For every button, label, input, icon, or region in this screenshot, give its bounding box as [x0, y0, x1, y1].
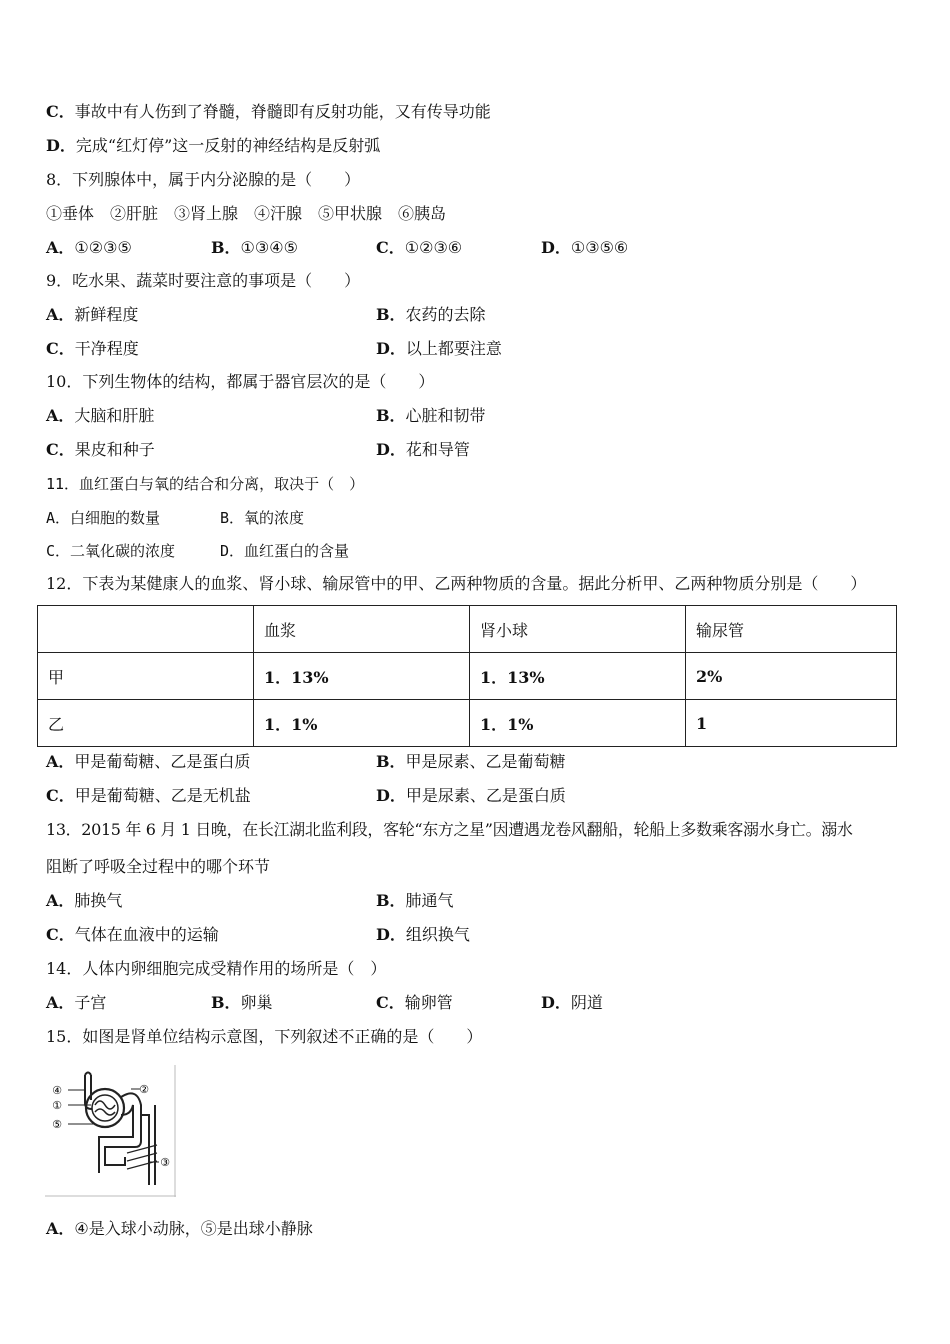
q12-option-d: D．甲是尿素、乙是蛋白质	[376, 786, 566, 805]
q13-stem-line1: 13．2015 年 6 月 1 日晚，在长江湖北监利段，客轮“东方之星”因遭遇龙卷风翻船，轮船上多数乘客溺水身亡。溺水	[46, 820, 853, 839]
q10-option-c: C．果皮和种子	[46, 440, 155, 459]
q9-option-d: D．以上都要注意	[376, 339, 502, 358]
q13-option-b: B．肺通气	[376, 891, 454, 910]
q9-option-a: A．新鲜程度	[46, 305, 139, 324]
table-cell: 1．13%	[470, 653, 686, 700]
q11-stem: 11．血红蛋白与氧的结合和分离，取决于（ ）	[46, 475, 365, 493]
q12-stem: 12．下表为某健康人的血浆、肾小球、输尿管中的甲、乙两种物质的含量。据此分析甲、乙两种物质分别是（ ）	[46, 574, 867, 593]
q10-option-b: B．心脏和韧带	[376, 406, 486, 425]
q9-option-b: B．农药的去除	[376, 305, 486, 324]
q11-option-d: D．血红蛋白的含量	[220, 542, 350, 560]
table-cell: 1	[686, 700, 897, 747]
q14-option-a: A．子宫	[46, 993, 107, 1012]
q15-stem: 15．如图是肾单位结构示意图，下列叙述不正确的是（ ）	[46, 1027, 483, 1046]
table-cell: 2%	[686, 653, 897, 700]
table-cell: 1．1%	[470, 700, 686, 747]
q11-option-c: C．二氧化碳的浓度	[46, 542, 176, 560]
q14-option-c: C．输卵管	[376, 993, 453, 1012]
q13-stem-line2: 阻断了呼吸全过程中的哪个环节	[46, 857, 271, 876]
figure-label: ②	[139, 1083, 149, 1096]
q11-option-b: B．氧的浓度	[220, 509, 305, 527]
q10-option-a: A．大脑和肝脏	[46, 406, 155, 425]
q8-stem: 8．下列腺体中，属于内分泌腺的是（ ）	[46, 170, 361, 189]
q10-stem: 10．下列生物体的结构，都属于器官层次的是（ ）	[46, 372, 435, 391]
table-header-cell	[38, 606, 254, 653]
q9-stem: 9．吃水果、蔬菜时要注意的事项是（ ）	[46, 271, 361, 290]
q13-option-a: A．肺换气	[46, 891, 123, 910]
table-row	[38, 653, 897, 700]
figure-label: ④	[52, 1084, 62, 1097]
q8-items: ①垂体 ②肝脏 ③肾上腺 ④汗腺 ⑤甲状腺 ⑥胰岛	[46, 204, 447, 223]
q14-option-d: D．阴道	[541, 993, 603, 1012]
figure-label: ①	[52, 1099, 62, 1112]
q7-option-d: D．完成“红灯停”这一反射的神经结构是反射弧	[46, 136, 381, 155]
q8-option-d: D．①③⑤⑥	[541, 238, 629, 257]
q12-option-c: C．甲是葡萄糖、乙是无机盐	[46, 786, 251, 805]
q12-option-a: A．甲是葡萄糖、乙是蛋白质	[46, 752, 251, 771]
q8-option-c: C．①②③⑥	[376, 238, 463, 257]
q13-option-d: D．组织换气	[376, 925, 470, 944]
table-cell: 甲	[38, 653, 254, 700]
q7-option-c: C．事故中有人伤到了脊髓，脊髓即有反射功能，又有传导功能	[46, 102, 491, 121]
q10-option-d: D．花和导管	[376, 440, 470, 459]
nephron-diagram	[45, 1065, 176, 1197]
table-row	[38, 700, 897, 747]
q11-option-a: A．白细胞的数量	[46, 509, 161, 527]
q14-stem: 14．人体内卵细胞完成受精作用的场所是（ ）	[46, 959, 387, 978]
figure-label: ③	[160, 1156, 170, 1169]
q14-option-b: B．卵巢	[211, 993, 273, 1012]
table-header-cell: 肾小球	[470, 606, 686, 653]
table-header-cell: 输尿管	[686, 606, 897, 653]
q9-option-c: C．干净程度	[46, 339, 139, 358]
q8-option-b: B．①③④⑤	[211, 238, 298, 257]
table-cell: 乙	[38, 700, 254, 747]
figure-label: ⑤	[52, 1118, 62, 1131]
table-header-row	[38, 606, 897, 653]
q12-option-b: B．甲是尿素、乙是葡萄糖	[376, 752, 566, 771]
q12-data-table	[37, 605, 897, 747]
q8-option-a: A．①②③⑤	[46, 238, 132, 257]
table-header-cell: 血浆	[254, 606, 470, 653]
table-cell: 1．13%	[254, 653, 470, 700]
q15-option-a: A．④是入球小动脉，⑤是出球小静脉	[46, 1219, 313, 1238]
table-cell: 1．1%	[254, 700, 470, 747]
q13-option-c: C．气体在血液中的运输	[46, 925, 219, 944]
